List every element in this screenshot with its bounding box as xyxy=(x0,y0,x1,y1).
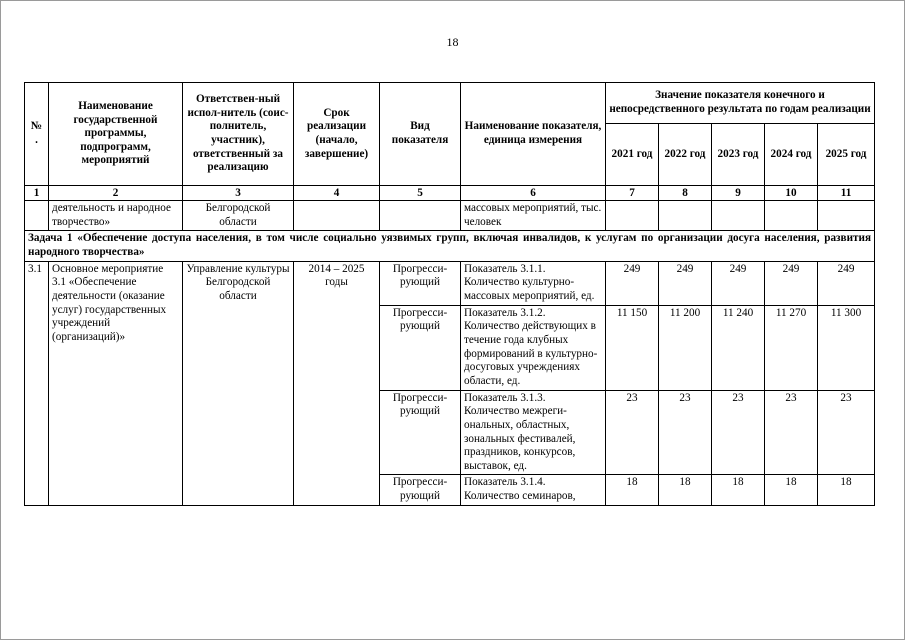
cont-number xyxy=(25,201,49,231)
indicator-type: Прогресси-рующий xyxy=(380,261,461,305)
indicator-type: Прогресси-рующий xyxy=(380,475,461,505)
indicator-value: 18 xyxy=(606,475,659,505)
column-numbers-row xyxy=(25,186,875,201)
col-number-7: 7 xyxy=(606,186,659,201)
indicator-name: Показатель 3.1.1. Количество культурно-массовых мероприятий, ед. xyxy=(461,261,606,305)
page-number: 18 xyxy=(446,35,459,49)
header-values-group: Значение показателя конечного и непосредственного результата по годам реализации xyxy=(606,83,875,124)
indicator-name: Показатель 3.1.2. Количество действующих в течение года клубных формирований в культурно-досуговых учреждениях области, ед. xyxy=(461,305,606,390)
activity-name: Основное мероприятие 3.1 «Обеспечение деятельности (оказание услуг) государственных учреждений (организаций)» xyxy=(49,261,183,505)
cont-period xyxy=(294,201,380,231)
col-number-10: 10 xyxy=(765,186,818,201)
col-number-5: 5 xyxy=(380,186,461,201)
indicator-value: 23 xyxy=(659,390,712,475)
activity-executor: Управление культуры Белгородской области xyxy=(183,261,294,505)
indicator-value: 11 240 xyxy=(712,305,765,390)
col-number-3: 3 xyxy=(183,186,294,201)
indicator-value: 11 270 xyxy=(765,305,818,390)
indicator-value: 23 xyxy=(712,390,765,475)
cont-value-2025 xyxy=(818,201,875,231)
indicator-row-1 xyxy=(25,261,875,305)
task-heading: Задача 1 «Обеспечение доступа населения, в том числе социально уязвимых групп, включая инвалидов, к услугам по организации досуга населения, развития народного творчества» xyxy=(25,231,875,261)
cont-value-2024 xyxy=(765,201,818,231)
header-number-dot: . xyxy=(35,134,38,146)
col-number-6: 6 xyxy=(461,186,606,201)
header-year-2025: 2025 год xyxy=(818,124,875,186)
indicator-name: Показатель 3.1.4. Количество семинаров, xyxy=(461,475,606,505)
indicator-value: 11 200 xyxy=(659,305,712,390)
indicator-value: 249 xyxy=(712,261,765,305)
header-row-1 xyxy=(25,83,875,124)
indicator-value: 11 150 xyxy=(606,305,659,390)
header-number xyxy=(25,83,49,186)
activity-period: 2014 – 2025 годы xyxy=(294,261,380,505)
cont-indicator-name: массовых мероприятий, тыс. человек xyxy=(461,201,606,231)
indicator-name: Показатель 3.1.3. Количество межреги-ональных, областных, зональных фестивалей, праздников, конкурсов, выставок, ед. xyxy=(461,390,606,475)
header-year-2024: 2024 год xyxy=(765,124,818,186)
col-number-11: 11 xyxy=(818,186,875,201)
header-indicator-type: Вид показателя xyxy=(380,83,461,186)
indicator-value: 18 xyxy=(765,475,818,505)
col-number-4: 4 xyxy=(294,186,380,201)
header-year-2023: 2023 год xyxy=(712,124,765,186)
header-period: Срок реализации (начало, завершение) xyxy=(294,83,380,186)
cont-value-2022 xyxy=(659,201,712,231)
indicator-value: 18 xyxy=(659,475,712,505)
cont-type xyxy=(380,201,461,231)
header-year-2021: 2021 год xyxy=(606,124,659,186)
indicators-table xyxy=(24,82,875,506)
col-number-9: 9 xyxy=(712,186,765,201)
indicator-value: 249 xyxy=(818,261,875,305)
indicator-value: 23 xyxy=(606,390,659,475)
col-number-1: 1 xyxy=(25,186,49,201)
indicator-value: 249 xyxy=(659,261,712,305)
header-indicator-name: Наименование показателя, единица измерения xyxy=(461,83,606,186)
cont-executor: Белгородской области xyxy=(183,201,294,231)
indicator-value: 249 xyxy=(765,261,818,305)
continuation-row xyxy=(25,201,875,231)
cont-value-2023 xyxy=(712,201,765,231)
indicator-value: 23 xyxy=(765,390,818,475)
indicator-value: 18 xyxy=(712,475,765,505)
header-program-name: Наименование государственной программы, подпрограмм, мероприятий xyxy=(49,83,183,186)
indicator-value: 18 xyxy=(818,475,875,505)
header-year-2022: 2022 год xyxy=(659,124,712,186)
cont-value-2021 xyxy=(606,201,659,231)
indicator-type: Прогресси-рующий xyxy=(380,305,461,390)
indicator-type: Прогресси-рующий xyxy=(380,390,461,475)
col-number-2: 2 xyxy=(49,186,183,201)
activity-number: 3.1 xyxy=(25,261,49,505)
indicator-value: 249 xyxy=(606,261,659,305)
indicator-value: 11 300 xyxy=(818,305,875,390)
indicator-value: 23 xyxy=(818,390,875,475)
header-executor: Ответствен-ный испол-нитель (соис-полнитель, участник), ответственный за реализацию xyxy=(183,83,294,186)
header-number-label: № xyxy=(30,120,43,133)
col-number-8: 8 xyxy=(659,186,712,201)
cont-program-name: деятельность и народное творчество» xyxy=(49,201,183,231)
task-row xyxy=(25,231,875,261)
